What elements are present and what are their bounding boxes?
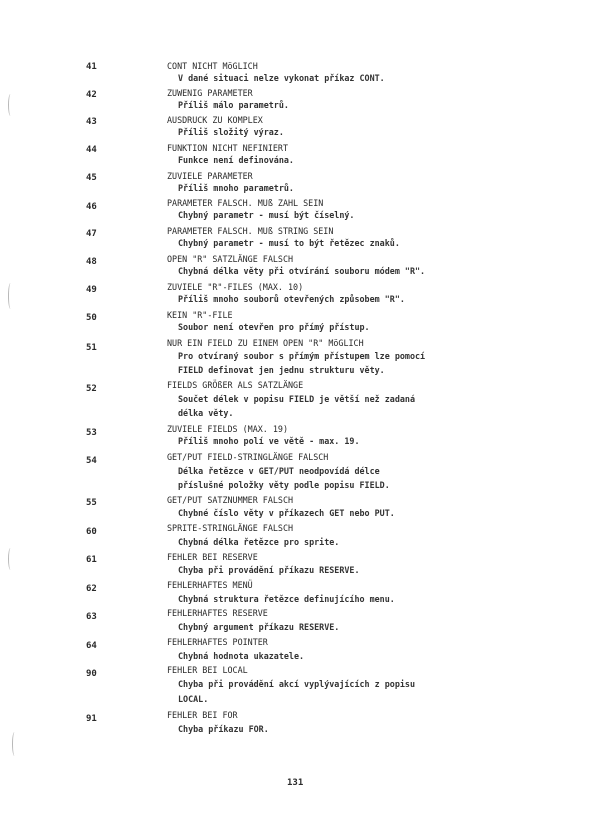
error-description: Soubor není otevřen pro přímý přístup.	[178, 322, 370, 332]
page-number: 131	[287, 778, 304, 788]
error-description: Chyba příkazu FOR.	[178, 724, 269, 734]
error-number: 91	[86, 714, 97, 724]
error-number: 62	[86, 584, 97, 594]
error-number: 50	[86, 313, 97, 323]
error-message: ZUVIELE FIELDS (MAX. 19)	[167, 424, 289, 434]
scan-mark	[8, 94, 13, 116]
error-message: FEHLER BEI LOCAL	[167, 665, 248, 675]
scan-mark	[8, 283, 13, 309]
scan-mark	[12, 732, 17, 756]
error-message: NUR EIN FIELD ZU EINEM OPEN "R" MöGLICH	[167, 338, 364, 348]
error-message: GET/PUT FIELD-STRINGLÄNGE FALSCH	[167, 452, 329, 462]
error-description: Příliš mnoho parametrů.	[178, 183, 294, 193]
error-description: Chybný argument příkazu RESERVE.	[178, 622, 340, 632]
scan-mark	[8, 548, 13, 570]
error-description: příslušné položky věty podle popisu FIELD.	[178, 480, 390, 490]
error-number: 64	[86, 641, 97, 651]
error-message: FEHLERHAFTES MENÜ	[167, 580, 253, 590]
error-number: 53	[86, 428, 97, 438]
error-number: 45	[86, 173, 97, 183]
error-description: Chyba při provádění akcí vyplývajících z popisu	[178, 679, 415, 689]
error-number: 63	[86, 612, 97, 622]
error-description: délka věty.	[178, 408, 234, 418]
error-number: 48	[86, 257, 97, 267]
error-message: FEHLER BEI FOR	[167, 710, 238, 720]
error-number: 43	[86, 117, 97, 127]
error-number: 49	[86, 285, 97, 295]
error-description: Chybná hodnota ukazatele.	[178, 651, 305, 661]
error-description: Chybné číslo věty v příkazech GET nebo PUT.	[178, 508, 395, 518]
error-message: CONT NICHT MöGLICH	[167, 61, 258, 71]
error-message: ZUVIELE "R"-FILES (MAX. 10)	[167, 282, 304, 292]
error-message: FEHLER BEI RESERVE	[167, 552, 258, 562]
error-message: ZUWENIG PARAMETER	[167, 88, 253, 98]
error-number: 54	[86, 456, 97, 466]
error-message: GET/PUT SATZNUMMER FALSCH	[167, 495, 294, 505]
error-message: OPEN "R" SATZLÄNGE FALSCH	[167, 254, 294, 264]
error-description: Pro otvíraný soubor s přímým přístupem lze pomocí	[178, 351, 426, 361]
error-message: FEHLERHAFTES RESERVE	[167, 608, 268, 618]
error-number: 41	[86, 62, 97, 72]
error-description: Funkce není definována.	[178, 155, 294, 165]
error-message: KEIN "R"-FILE	[167, 310, 233, 320]
error-message: FIELDS GRÖßER ALS SATZLÄNGE	[167, 380, 304, 390]
error-description: FIELD definovat jen jednu strukturu věty.	[178, 365, 385, 375]
error-description: Součet délek v popisu FIELD je větší než zadaná	[178, 394, 415, 404]
error-number: 52	[86, 384, 97, 394]
error-number: 46	[86, 202, 97, 212]
error-number: 90	[86, 669, 97, 679]
error-description: Chybný parametr - musí být číselný.	[178, 210, 355, 220]
error-description: V dané situaci nelze vykonat příkaz CONT.	[178, 73, 385, 83]
error-message: AUSDRUCK ZU KOMPLEX	[167, 115, 263, 125]
error-message: PARAMETER FALSCH. MUß ZAHL SEIN	[167, 198, 324, 208]
error-message: SPRITE-STRINGLÄNGE FALSCH	[167, 523, 294, 533]
error-description: Chyba při provádění příkazu RESERVE.	[178, 565, 360, 575]
error-message: FEHLERHAFTES POINTER	[167, 637, 268, 647]
error-number: 60	[86, 527, 97, 537]
error-description: Příliš málo parametrů.	[178, 100, 289, 110]
error-number: 51	[86, 343, 97, 353]
error-description: Chybná délka řetězce pro sprite.	[178, 537, 340, 547]
error-number: 47	[86, 229, 97, 239]
error-description: Příliš složitý výraz.	[178, 127, 284, 137]
error-description: Chybná struktura řetězce definujícího menu.	[178, 594, 395, 604]
error-message: FUNKTION NICHT NEFINIERT	[167, 143, 289, 153]
error-description: Chybná délka věty při otvírání souboru módem "R".	[178, 266, 426, 276]
error-description: Příliš mnoho souborů otevřených způsobem "R".	[178, 294, 405, 304]
error-number: 61	[86, 555, 97, 565]
error-description: Příliš mnoho polí ve větě - max. 19.	[178, 436, 360, 446]
error-description: Chybný parametr - musí to být řetězec znaků.	[178, 238, 400, 248]
error-description: Délka řetězce v GET/PUT neodpovídá délce	[178, 466, 380, 476]
error-number: 55	[86, 498, 97, 508]
error-message: ZUVIELE PARAMETER	[167, 171, 253, 181]
error-description: LOCAL.	[178, 694, 209, 704]
error-number: 42	[86, 90, 97, 100]
error-message: PARAMETER FALSCH. MUß STRING SEIN	[167, 226, 334, 236]
error-number: 44	[86, 145, 97, 155]
